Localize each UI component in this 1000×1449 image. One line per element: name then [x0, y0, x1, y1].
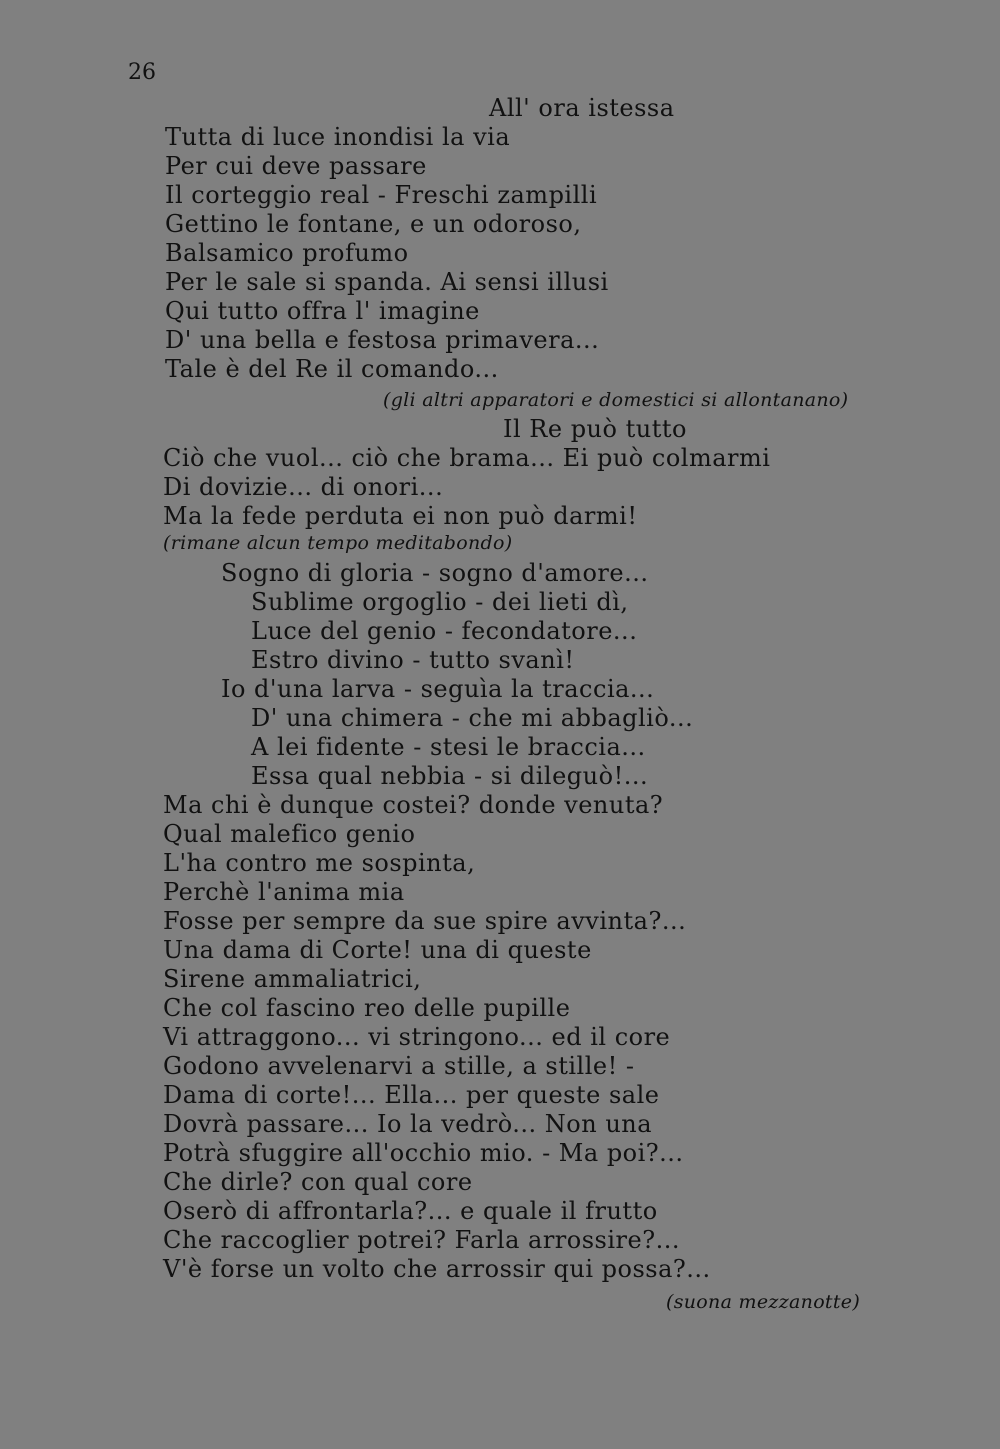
- text-line: Sublime orgoglio - dei lieti dì,: [251, 588, 629, 616]
- text-line: Ciò che vuol... ciò che brama... Ei può colmarmi: [163, 444, 771, 472]
- text-line: Godono avvelenarvi a stille, a stille! -: [163, 1052, 635, 1080]
- text-line: Una dama di Corte! una di queste: [163, 936, 592, 964]
- text-line: Ma chi è dunque costei? donde venuta?: [163, 791, 664, 819]
- text-line: Qui tutto offra l' imagine: [165, 297, 480, 325]
- text-line: Che raccoglier potrei? Farla arrossire?...: [163, 1226, 680, 1254]
- text-line: V'è forse un volto che arrossir qui possa?...: [163, 1255, 711, 1283]
- stage-direction: (rimane alcun tempo meditabondo): [163, 532, 513, 554]
- text-line: All' ora istessa: [489, 94, 675, 122]
- text-line: Ma la fede perduta ei non può darmi!: [163, 502, 638, 530]
- text-line: Qual malefico genio: [163, 820, 416, 848]
- page-number: 26: [128, 60, 156, 85]
- text-line: L'ha contro me sospinta,: [163, 849, 476, 877]
- text-line: A lei fidente - stesi le braccia...: [251, 733, 646, 761]
- text-line: Perchè l'anima mia: [163, 878, 405, 906]
- text-line: D' una chimera - che mi abbagliò...: [251, 704, 694, 732]
- text-line: Oserò di affrontarla?... e quale il frutto: [163, 1197, 658, 1225]
- text-line: Estro divino - tutto svanì!: [251, 646, 575, 674]
- text-line: Dama di corte!... Ella... per queste sale: [163, 1081, 660, 1109]
- text-line: Vi attraggono... vi stringono... ed il core: [163, 1023, 671, 1051]
- text-line: Balsamico profumo: [165, 239, 409, 267]
- text-line: Sogno di gloria - sogno d'amore...: [221, 559, 649, 587]
- text-line: Gettino le fontane, e un odoroso,: [165, 210, 582, 238]
- text-line: Per cui deve passare: [165, 152, 427, 180]
- text-line: Fosse per sempre da sue spire avvinta?...: [163, 907, 687, 935]
- stage-direction: (suona mezzanotte): [666, 1291, 861, 1313]
- text-line: Tutta di luce inondisi la via: [165, 123, 511, 151]
- text-line: Dovrà passare... Io la vedrò... Non una: [163, 1110, 653, 1138]
- text-line: Potrà sfuggire all'occhio mio. - Ma poi?...: [163, 1139, 684, 1167]
- text-line: Il Re può tutto: [503, 415, 687, 443]
- text-line: Di dovizie... di onori...: [163, 473, 444, 501]
- stage-direction: (gli altri apparatori e domestici si allontanano): [383, 389, 849, 411]
- text-line: Essa qual nebbia - si dileguò!...: [251, 762, 649, 790]
- text-line: D' una bella e festosa primavera...: [165, 326, 600, 354]
- text-line: Il corteggio real - Freschi zampilli: [165, 181, 598, 209]
- text-line: Sirene ammaliatrici,: [163, 965, 422, 993]
- text-line: Tale è del Re il comando...: [165, 355, 499, 383]
- text-line: Luce del genio - fecondatore...: [251, 617, 638, 645]
- text-line: Che dirle? con qual core: [163, 1168, 473, 1196]
- text-line: Per le sale si spanda. Ai sensi illusi: [165, 268, 609, 296]
- text-line: Io d'una larva - seguìa la traccia...: [221, 675, 655, 703]
- text-line: Che col fascino reo delle pupille: [163, 994, 571, 1022]
